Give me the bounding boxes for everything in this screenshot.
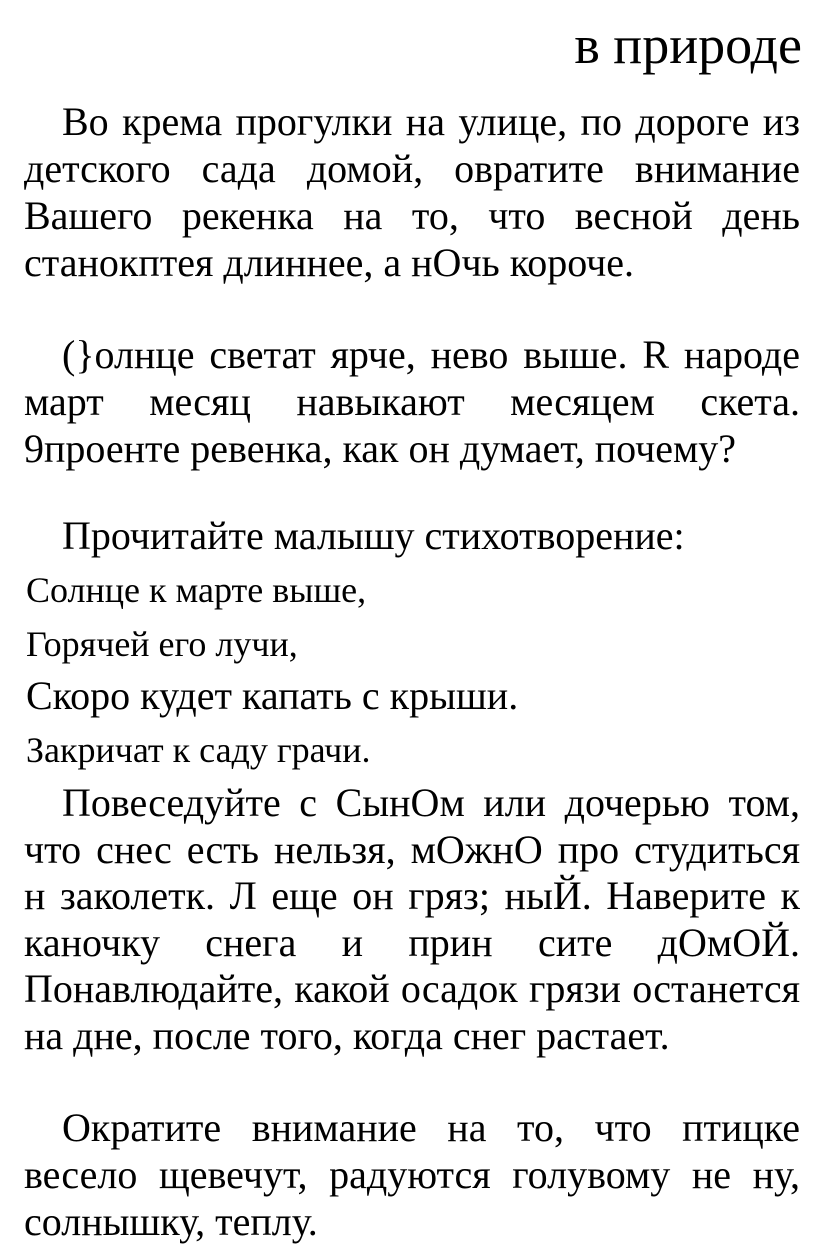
- paragraph-birds: Ократите внимание на то, что птицке весело щевечут, радуются голувому не ну, солнышку, теплу.: [24, 1105, 800, 1244]
- poem-intro: Прочитайте малышу стихотворение:: [62, 513, 685, 558]
- poem-line-2: Горячей его лучи,: [26, 624, 298, 664]
- page-heading: в природе: [574, 15, 802, 75]
- poem-line-3: Скоро кудет капать с крыши.: [26, 673, 519, 718]
- poem-line-4: Закричат к саду грачи.: [26, 730, 371, 770]
- paragraph-snow-experiment: Повеседуйте с СынОм или дочерью том, что снес есть нельзя, мОжнО про студиться н заколетк. Л еще он гряз; ныЙ. Наверите к каночку снега и прин сите дОмОЙ. Понавлюдайте, какой осадок грязи останется на дне, после того, когда снег растает.: [24, 780, 800, 1058]
- poem-line-1: Солнце к марте выше,: [26, 570, 367, 610]
- paragraph-sun-march: (}олнце светат ярче, нево выше. R народе март месяц навыкают месяцем скета. 9проенте ревенка, как он думает, почему?: [24, 332, 800, 471]
- paragraph-walk-spring-day: Во крема прогулки на улице, по дороге из детского сада домой, овратите внимание Вашего рекенка на то, что весной день станокптея длиннее, а нОчь короче.: [24, 99, 800, 285]
